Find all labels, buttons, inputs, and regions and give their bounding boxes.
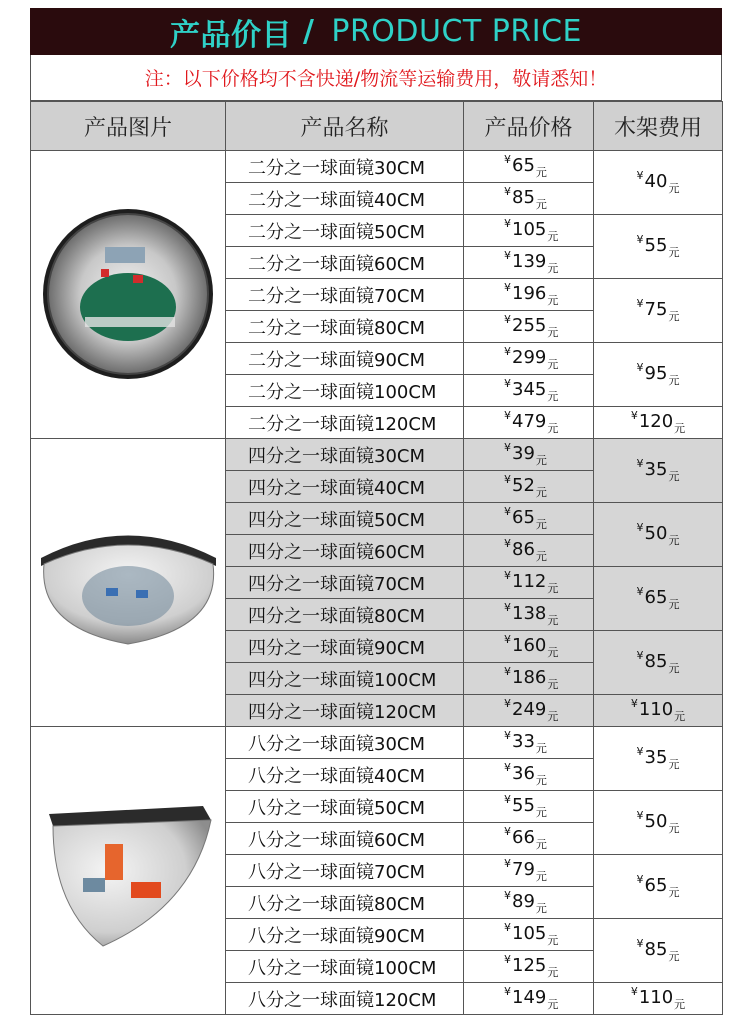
header-name: 产品名称 [226, 102, 464, 151]
currency-symbol: ¥ [504, 185, 511, 198]
price-value: 160 [512, 635, 547, 656]
product-price [464, 855, 594, 887]
shipping-notice: 注：以下价格均不含快递/物流等运输费用，敬请悉知！ [30, 55, 722, 101]
currency-symbol: ¥ [504, 921, 511, 934]
product-price [464, 727, 594, 759]
wood-crate-fee [594, 439, 723, 503]
product-image-cell [31, 439, 226, 727]
product-name: 二分之一球面镜30CM [226, 151, 464, 183]
currency-symbol: ¥ [504, 281, 511, 294]
price-sheet [30, 8, 722, 1015]
half-sphere-mirror-image [41, 207, 216, 382]
price-value: 299 [512, 347, 547, 368]
product-name: 二分之一球面镜80CM [226, 311, 464, 343]
wood-fee-value: 110 [638, 987, 674, 1008]
product-name: 二分之一球面镜50CM [226, 215, 464, 247]
currency-symbol: ¥ [504, 889, 511, 902]
currency-unit: 元 [668, 470, 680, 483]
currency-unit: 元 [535, 742, 547, 755]
product-name: 四分之一球面镜80CM [226, 599, 464, 631]
product-price [464, 887, 594, 919]
price-value: 149 [512, 987, 547, 1008]
currency-unit: 元 [547, 646, 559, 659]
price-value: 345 [512, 379, 547, 400]
product-price [464, 215, 594, 247]
price-value: 138 [512, 603, 547, 624]
product-name: 八分之一球面镜80CM [226, 887, 464, 919]
title-en: PRODUCT PRICE [331, 14, 582, 49]
currency-symbol: ¥ [636, 745, 644, 758]
wood-crate-fee [594, 279, 723, 343]
currency-unit: 元 [535, 806, 547, 819]
product-price [464, 375, 594, 407]
currency-unit: 元 [547, 422, 559, 435]
price-value: 33 [512, 731, 535, 752]
currency-symbol: ¥ [636, 809, 644, 822]
currency-unit: 元 [547, 710, 559, 723]
price-value: 105 [512, 923, 547, 944]
currency-symbol: ¥ [636, 297, 644, 310]
wood-fee-value: 85 [644, 939, 668, 960]
currency-unit: 元 [547, 230, 559, 243]
wood-crate-fee [594, 855, 723, 919]
product-name: 八分之一球面镜40CM [226, 759, 464, 791]
product-price [464, 631, 594, 663]
currency-unit: 元 [535, 902, 547, 915]
product-price [464, 279, 594, 311]
product-price [464, 151, 594, 183]
wood-crate-fee [594, 407, 723, 439]
wood-fee-value: 55 [644, 235, 668, 256]
currency-symbol: ¥ [504, 249, 511, 262]
currency-symbol: ¥ [504, 665, 511, 678]
currency-symbol: ¥ [504, 441, 511, 454]
product-name: 四分之一球面镜70CM [226, 567, 464, 599]
wood-fee-value: 65 [644, 587, 668, 608]
product-name: 四分之一球面镜90CM [226, 631, 464, 663]
product-price [464, 951, 594, 983]
product-price [464, 663, 594, 695]
currency-unit: 元 [547, 678, 559, 691]
wood-fee-value: 35 [644, 747, 668, 768]
title-banner [30, 8, 722, 55]
price-value: 255 [512, 315, 547, 336]
table-row [31, 727, 723, 759]
price-value: 125 [512, 955, 547, 976]
wood-fee-value: 65 [644, 875, 668, 896]
product-price [464, 759, 594, 791]
product-name: 二分之一球面镜60CM [226, 247, 464, 279]
price-rows [31, 151, 723, 1015]
currency-symbol: ¥ [504, 377, 511, 390]
currency-symbol: ¥ [504, 825, 511, 838]
product-name: 八分之一球面镜50CM [226, 791, 464, 823]
product-price [464, 535, 594, 567]
currency-unit: 元 [547, 582, 559, 595]
currency-unit: 元 [547, 294, 559, 307]
currency-unit: 元 [674, 710, 686, 723]
wood-crate-fee [594, 343, 723, 407]
currency-symbol: ¥ [636, 169, 644, 182]
table-row [31, 151, 723, 183]
title-cn: 产品价目 [170, 17, 293, 53]
currency-unit: 元 [535, 486, 547, 499]
product-name: 二分之一球面镜40CM [226, 183, 464, 215]
wood-crate-fee [594, 695, 723, 727]
currency-symbol: ¥ [504, 217, 511, 230]
product-price [464, 407, 594, 439]
wood-crate-fee [594, 631, 723, 695]
currency-symbol: ¥ [504, 985, 511, 998]
price-value: 186 [512, 667, 547, 688]
wood-fee-value: 110 [638, 699, 674, 720]
wood-crate-fee [594, 791, 723, 855]
price-table [30, 101, 723, 1015]
currency-symbol: ¥ [504, 313, 511, 326]
price-value: 86 [512, 539, 535, 560]
product-price [464, 439, 594, 471]
wood-crate-fee [594, 215, 723, 279]
currency-unit: 元 [668, 822, 680, 835]
price-value: 85 [512, 187, 535, 208]
currency-symbol: ¥ [504, 761, 511, 774]
price-value: 55 [512, 795, 535, 816]
table-row [31, 439, 723, 471]
wood-fee-value: 85 [644, 651, 668, 672]
currency-unit: 元 [668, 886, 680, 899]
product-price [464, 567, 594, 599]
currency-unit: 元 [547, 262, 559, 275]
currency-symbol: ¥ [504, 729, 511, 742]
currency-symbol: ¥ [636, 873, 644, 886]
price-value: 249 [512, 699, 547, 720]
price-value: 36 [512, 763, 535, 784]
product-price [464, 183, 594, 215]
currency-symbol: ¥ [636, 937, 644, 950]
currency-symbol: ¥ [636, 233, 644, 246]
product-price [464, 247, 594, 279]
currency-unit: 元 [535, 870, 547, 883]
product-price [464, 471, 594, 503]
product-name: 四分之一球面镜50CM [226, 503, 464, 535]
price-value: 112 [512, 571, 547, 592]
quarter-sphere-mirror-image [36, 518, 221, 648]
product-price [464, 823, 594, 855]
product-name: 四分之一球面镜100CM [226, 663, 464, 695]
price-value: 479 [512, 411, 547, 432]
price-value: 66 [512, 827, 535, 848]
price-value: 65 [512, 155, 535, 176]
currency-symbol: ¥ [504, 953, 511, 966]
price-value: 39 [512, 443, 535, 464]
currency-unit: 元 [674, 422, 686, 435]
currency-symbol: ¥ [504, 537, 511, 550]
currency-symbol: ¥ [504, 633, 511, 646]
price-value: 89 [512, 891, 535, 912]
currency-unit: 元 [668, 310, 680, 323]
product-name: 八分之一球面镜120CM [226, 983, 464, 1015]
product-name: 四分之一球面镜30CM [226, 439, 464, 471]
product-price [464, 311, 594, 343]
title-separator: / [292, 14, 326, 49]
currency-unit: 元 [535, 774, 547, 787]
wood-crate-fee [594, 151, 723, 215]
currency-unit: 元 [674, 998, 686, 1011]
currency-unit: 元 [547, 326, 559, 339]
product-name: 八分之一球面镜30CM [226, 727, 464, 759]
product-name: 二分之一球面镜90CM [226, 343, 464, 375]
currency-symbol: ¥ [504, 793, 511, 806]
product-name: 八分之一球面镜60CM [226, 823, 464, 855]
price-value: 139 [512, 251, 547, 272]
price-value: 79 [512, 859, 535, 880]
currency-unit: 元 [547, 614, 559, 627]
currency-unit: 元 [668, 534, 680, 547]
currency-unit: 元 [535, 166, 547, 179]
product-name: 四分之一球面镜40CM [226, 471, 464, 503]
currency-unit: 元 [547, 966, 559, 979]
currency-symbol: ¥ [504, 601, 511, 614]
currency-symbol: ¥ [630, 697, 638, 710]
wood-crate-fee [594, 727, 723, 791]
product-name: 八分之一球面镜70CM [226, 855, 464, 887]
currency-symbol: ¥ [636, 649, 644, 662]
product-price [464, 983, 594, 1015]
currency-unit: 元 [535, 518, 547, 531]
wood-crate-fee [594, 567, 723, 631]
product-price [464, 791, 594, 823]
currency-symbol: ¥ [504, 505, 511, 518]
price-value: 105 [512, 219, 547, 240]
product-name: 八分之一球面镜100CM [226, 951, 464, 983]
currency-unit: 元 [668, 950, 680, 963]
price-value: 65 [512, 507, 535, 528]
currency-unit: 元 [668, 374, 680, 387]
currency-unit: 元 [535, 454, 547, 467]
wood-fee-value: 40 [644, 171, 668, 192]
price-value: 52 [512, 475, 535, 496]
product-name: 二分之一球面镜120CM [226, 407, 464, 439]
product-price [464, 343, 594, 375]
price-value: 196 [512, 283, 547, 304]
header-image: 产品图片 [31, 102, 226, 151]
wood-crate-fee [594, 919, 723, 983]
header-row [31, 102, 723, 151]
currency-symbol: ¥ [504, 409, 511, 422]
eighth-sphere-mirror-image [43, 786, 213, 956]
currency-unit: 元 [547, 998, 559, 1011]
currency-unit: 元 [535, 838, 547, 851]
product-name: 二分之一球面镜70CM [226, 279, 464, 311]
currency-unit: 元 [535, 198, 547, 211]
product-name: 二分之一球面镜100CM [226, 375, 464, 407]
currency-unit: 元 [547, 390, 559, 403]
currency-unit: 元 [547, 358, 559, 371]
currency-unit: 元 [547, 934, 559, 947]
currency-unit: 元 [668, 246, 680, 259]
currency-symbol: ¥ [636, 521, 644, 534]
product-image-cell [31, 151, 226, 439]
wood-crate-fee [594, 503, 723, 567]
wood-fee-value: 35 [644, 459, 668, 480]
currency-symbol: ¥ [504, 697, 511, 710]
product-price [464, 503, 594, 535]
currency-symbol: ¥ [630, 409, 638, 422]
product-price [464, 695, 594, 727]
currency-unit: 元 [668, 662, 680, 675]
header-price: 产品价格 [464, 102, 594, 151]
currency-symbol: ¥ [504, 569, 511, 582]
product-name: 四分之一球面镜60CM [226, 535, 464, 567]
currency-unit: 元 [668, 182, 680, 195]
product-name: 四分之一球面镜120CM [226, 695, 464, 727]
currency-unit: 元 [668, 758, 680, 771]
wood-fee-value: 95 [644, 363, 668, 384]
product-price [464, 919, 594, 951]
header-wood-fee: 木架费用 [594, 102, 723, 151]
currency-symbol: ¥ [504, 153, 511, 166]
wood-fee-value: 50 [644, 523, 668, 544]
currency-unit: 元 [668, 598, 680, 611]
currency-symbol: ¥ [630, 985, 638, 998]
currency-symbol: ¥ [636, 585, 644, 598]
currency-symbol: ¥ [504, 345, 511, 358]
wood-crate-fee [594, 983, 723, 1015]
wood-fee-value: 75 [644, 299, 668, 320]
product-name: 八分之一球面镜90CM [226, 919, 464, 951]
currency-symbol: ¥ [504, 857, 511, 870]
currency-symbol: ¥ [636, 457, 644, 470]
product-price [464, 599, 594, 631]
currency-symbol: ¥ [636, 361, 644, 374]
currency-symbol: ¥ [504, 473, 511, 486]
currency-unit: 元 [535, 550, 547, 563]
product-image-cell [31, 727, 226, 1015]
wood-fee-value: 50 [644, 811, 668, 832]
wood-fee-value: 120 [638, 411, 674, 432]
